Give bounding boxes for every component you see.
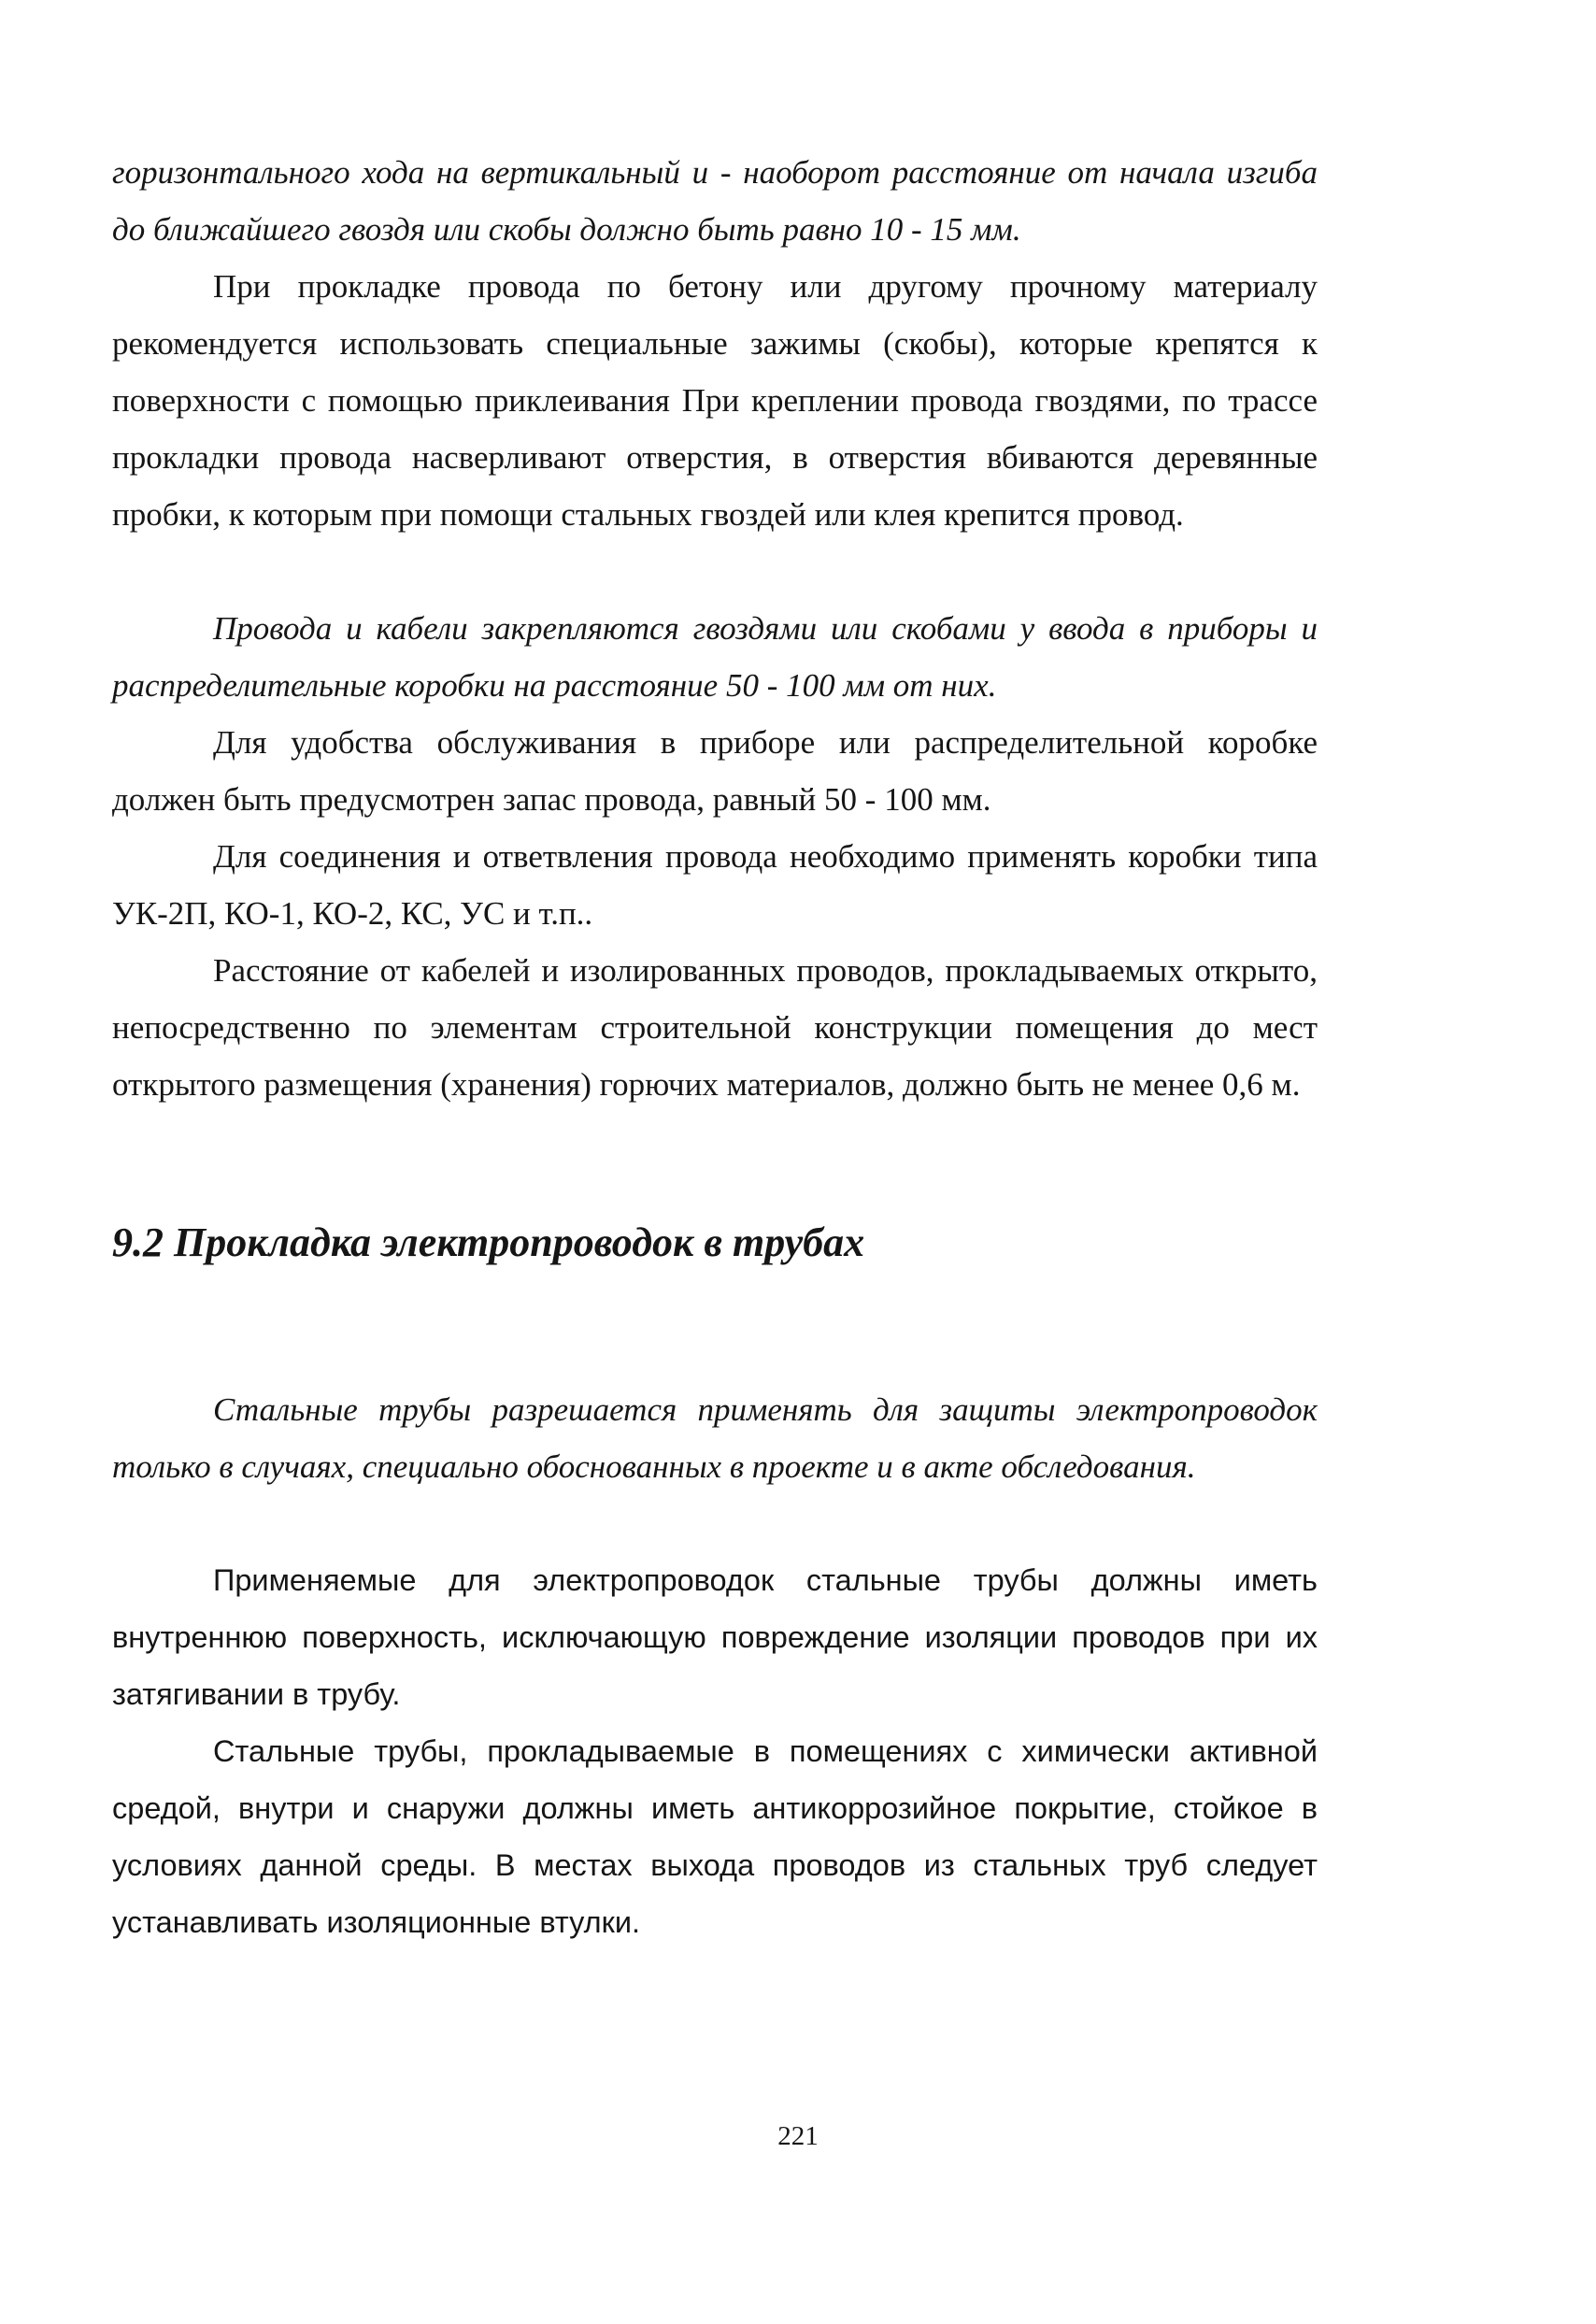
paragraph-wire-reserve: Для удобства обслуживания в приборе или распределительной коробке должен быть предусмотрен запас провода, равный 50 - 100 мм.	[112, 724, 1318, 818]
page-number: 221	[777, 2121, 819, 2151]
paragraph-distance-combustibles: Расстояние от кабелей и изолированных проводов, прокладываемых открыто, непосредственно по элементам строительной конструкции помещения до мест открытого размещения (хранения) горючих материалов, должно быть не менее 0,6 м.	[112, 952, 1318, 1103]
section-heading: 9.2 Прокладка электропроводок в трубах	[112, 1219, 865, 1265]
paragraph-inner-surface: Применяемые для электропроводок стальные трубы должны иметь внутреннюю поверхность, исключающую повреждение изоляции проводов при их затягивании в трубу.	[112, 1563, 1318, 1711]
paragraph-junction-boxes: Для соединения и ответвления провода необходимо применять коробки типа УК-2П, КО-1, КО-2, КС, УС и т.п..	[112, 838, 1318, 932]
paragraph-concrete-mounting: При прокладке провода по бетону или другому прочному материалу рекомендуется использовать специальные зажимы (скобы), которые крепятся к поверхности с помощью приклеивания При креплении провода гвоздями, по трассе прокладки провода насверливают отверстия, в отверстия вбиваются деревянные пробки, к которым при помощи стальных гвоздей или клея крепится провод.	[112, 268, 1318, 533]
paragraph-fastening-near-devices: Провода и кабели закрепляются гвоздями или скобами у ввода в приборы и распределительные коробки на расстояние 50 - 100 мм от них.	[112, 610, 1318, 704]
paragraph-steel-pipes-usage: Стальные трубы разрешается применять для защиты электропроводок только в случаях, специально обоснованных в проекте и в акте обследования.	[112, 1391, 1318, 1485]
paragraph-bend-distance: горизонтального хода на вертикальный и - наоборот расстояние от начала изгиба до ближайшего гвоздя или скобы должно быть равно 10 - 15 мм.	[112, 154, 1318, 248]
paragraph-corrosion-coating: Стальные трубы, прокладываемые в помещениях с химически активной средой, внутри и снаружи должны иметь антикоррозийное покрытие, стойкое в условиях данной среды. В местах выхода проводов из стальных труб следует устанавливать изоляционные втулки.	[112, 1734, 1318, 1939]
